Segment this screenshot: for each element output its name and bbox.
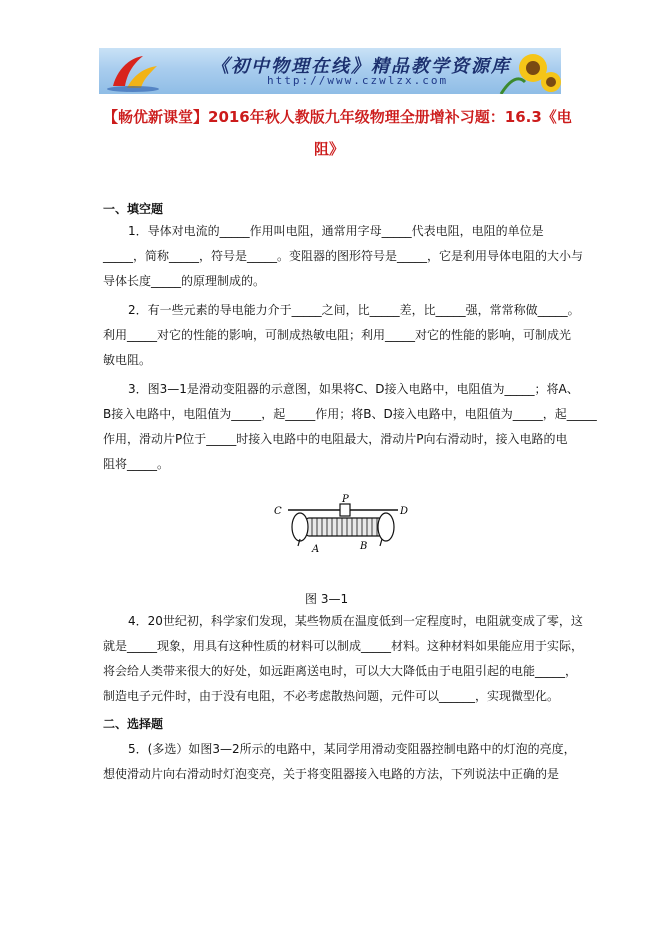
header-banner [99,48,561,94]
question-line: 2．有一些元素的导电能力介于_____之间，比_____差，比_____强，常常称做_____。 [128,303,580,317]
question-line: 敏电阻。 [103,353,152,367]
question-line: 1．导体对电流的_____作用叫电阻，通常用字母_____代表电阻，电阻的单位是 [128,224,544,238]
question-line: 想使滑动片向右滑动时灯泡变亮，关于将变阻器接入电路的方法，下列说法中正确的是 [103,767,560,781]
page-title: 【畅优新课堂】2016年秋人教版九年级物理全册增补习题：16.3《电 [103,108,572,126]
terminal-label-b: B [360,541,368,552]
terminal-label-c: C [274,506,282,517]
slider-label-p: P [342,494,349,505]
question-line: 制造电子元件时，由于没有电阻，不必考虑散热问题，元件可以______，实现微型化。 [103,689,560,703]
question-line: 作用，滑动片P位于_____时接入电路中的电阻最大，滑动片P向右滑动时，接入电路的电 [103,432,568,446]
question-line: _____，简称_____，符号是_____。变阻器的图形符号是_____，它是利用导体电阻的大小与 [103,249,584,263]
section-heading-multiple-choice: 二、选择题 [103,717,164,731]
banner-url: http://www.czwlzx.com [267,74,449,87]
banner-title: 《初中物理在线》精品教学资源库 [211,56,511,77]
right-end-support [378,513,394,541]
question-line: 利用_____对它的性能的影响，可制成热敏电阻；利用_____对它的性能的影响，可制成光 [103,328,572,342]
figure-caption: 图 3—1 [305,592,349,606]
question-line: B接入电路中，电阻值为_____，起_____作用；将B、D接入电路中，电阻值为_____，起_____ [103,407,597,421]
terminal-label-a: A [312,544,320,555]
page-title-continued: 阻》 [314,140,345,158]
question-line: 导体长度_____的原理制成的。 [103,274,266,288]
question-line: 阻将_____。 [103,457,170,471]
section-heading-fill-blank: 一、填空题 [103,202,164,216]
question-line: 3．图3—1是滑动变阻器的示意图，如果将C、D接入电路中，电阻值为_____；将A、 [128,382,579,396]
question-line: 4．20世纪初，科学家们发现，某些物质在温度低到一定程度时，电阻就变成了零，这 [128,614,583,628]
rheostat-diagram [272,494,414,556]
question-line: 5．(多选）如图3—2所示的电路中，某同学用滑动变阻器控制电路中的灯泡的亮度， [128,742,576,756]
site-logo-icon [103,50,163,92]
terminal-label-d: D [400,506,409,517]
question-line: 就是_____现象，用具有这种性质的材料可以制成_____材料。这种材料如果能应用于实际， [103,639,584,653]
question-line: 将会给人类带来很大的好处，如远距离送电时，可以大大降低由于电阻引起的电能_____， [103,664,578,678]
slider-contact [340,504,350,516]
left-end-support [292,513,308,541]
